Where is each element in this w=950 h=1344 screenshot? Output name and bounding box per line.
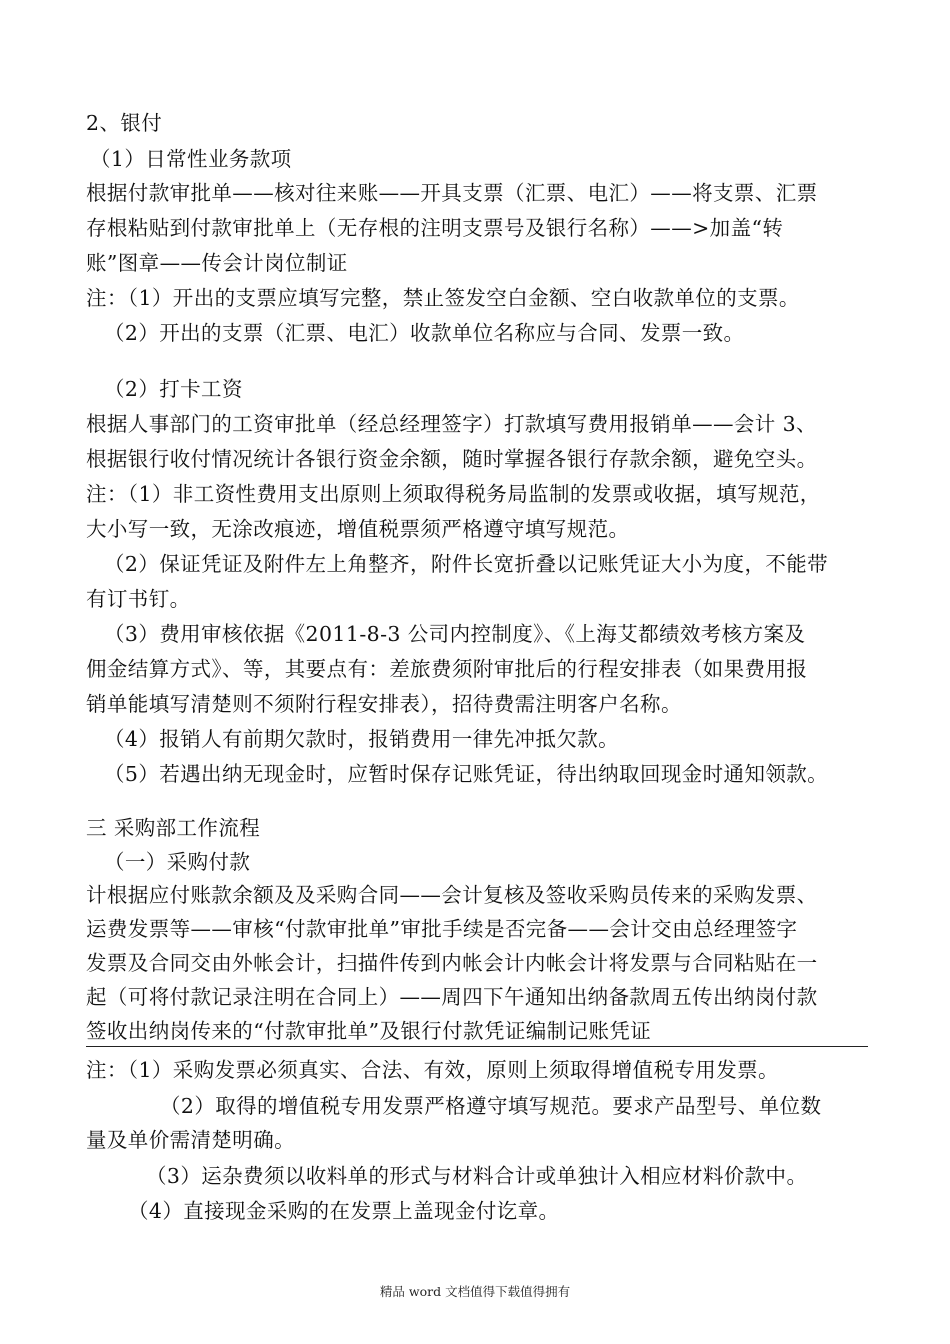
note-line: 注：（1）开出的支票应填写完整，禁止签发空白金额、空白收款单位的支票。	[86, 286, 800, 310]
note-line: （5）若遇出纳无现金时，应暂时保存记账凭证，待出纳取回现金时通知领款。	[104, 762, 829, 786]
note-line: 注：（1）采购发票必须真实、合法、有效，原则上须取得增值税专用发票。	[86, 1058, 779, 1082]
note-line: 佣金结算方式》、等，其要点有：差旅费须附审批后的行程安排表（如果费用报	[86, 657, 808, 681]
subsection-heading: （一）采购付款	[104, 850, 251, 874]
note-line: （4）直接现金采购的在发票上盖现金付讫章。	[128, 1199, 560, 1223]
note-line: （2）开出的支票（汇票、电汇）收款单位名称应与合同、发票一致。	[104, 321, 745, 345]
subsection-heading: （2）打卡工资	[104, 377, 243, 401]
note-line: 量及单价需清楚明确。	[86, 1128, 295, 1152]
paragraph-line: 计根据应付账款余额及及采购合同——会计复核及签收采购员传来的采购发票、	[86, 883, 818, 907]
paragraph-line: 根据银行收付情况统计各银行资金余额，随时掌握各银行存款余额，避免空头。	[86, 447, 818, 471]
note-line: （3）费用审核依据《2011-8-3 公司内控制度》、《上海艾都绩效考核方案及	[104, 622, 806, 646]
note-line: 有订书钉。	[86, 587, 191, 611]
paragraph-line: 起（可将付款记录注明在合同上）——周四下午通知出纳备款周五传出纳岗付款	[86, 985, 818, 1009]
note-line: 注：（1）非工资性费用支出原则上须取得税务局监制的发票或收据，填写规范，	[86, 482, 821, 506]
note-line: （3）运杂费须以收料单的形式与材料合计或单独计入相应材料价款中。	[146, 1164, 808, 1188]
paragraph-line-underlined: 签收出纳岗传来的“付款审批单”及银行付款凭证编制记账凭证	[86, 1016, 868, 1047]
section-heading: 2、银付	[86, 111, 163, 135]
note-line: （2）保证凭证及附件左上角整齐，附件长宽折叠以记账凭证大小为度，不能带	[104, 552, 829, 576]
section-heading: 三 采购部工作流程	[86, 816, 261, 840]
paragraph-line: 根据付款审批单——核对往来账——开具支票（汇票、电汇）——将支票、汇票	[86, 181, 818, 205]
paragraph-line: 根据人事部门的工资审批单（经总经理签字）打款填写费用报销单——会计 3、	[86, 412, 817, 436]
paragraph-line: 运费发票等——审核“付款审批单”审批手续是否完备——会计交由总经理签字	[86, 917, 798, 941]
note-line: 大小写一致，无涂改痕迹，增值税票须严格遵守填写规范。	[86, 517, 630, 541]
paragraph-line: 账”图章——传会计岗位制证	[86, 251, 348, 275]
note-line: （2）取得的增值税专用发票严格遵守填写规范。要求产品型号、单位数	[160, 1094, 822, 1118]
page-footer: 精品 word 文档值得下载值得拥有	[379, 1284, 571, 1299]
note-line: （4）报销人有前期欠款时，报销费用一律先冲抵欠款。	[104, 727, 620, 751]
paragraph-line: 发票及合同交由外帐会计，扫描件传到内帐会计内帐会计将发票与合同粘贴在一	[86, 951, 818, 975]
subsection-heading: （1）日常性业务款项	[90, 147, 292, 171]
note-line: 销单能填写清楚则不须附行程安排表），招待费需注明客户名称。	[86, 692, 682, 716]
paragraph-line: 存根粘贴到付款审批单上（无存根的注明支票号及银行名称）——>加盖“转	[86, 216, 784, 240]
